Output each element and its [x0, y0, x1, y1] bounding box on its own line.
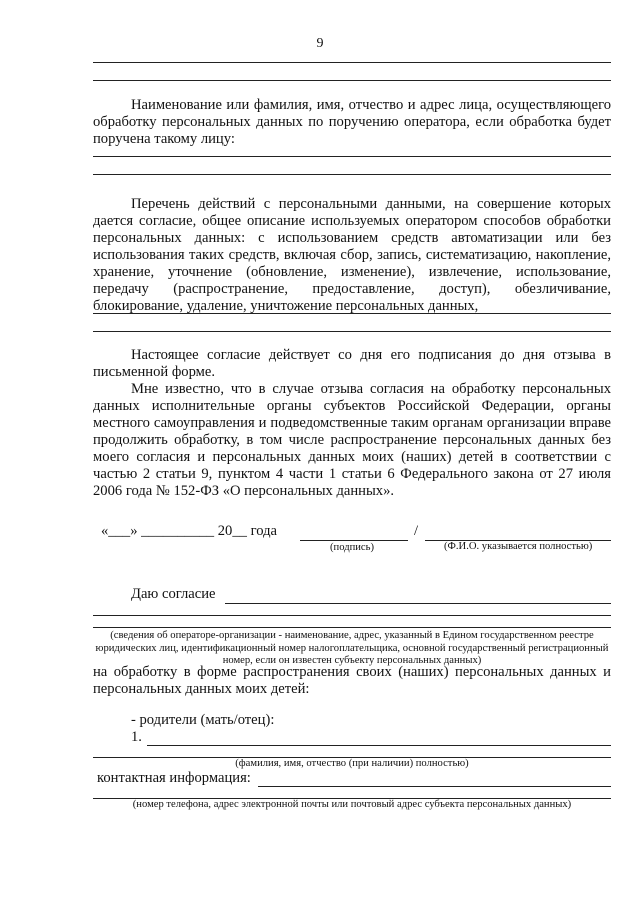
blank-line[interactable] — [93, 62, 611, 63]
consent-line[interactable] — [225, 603, 611, 604]
contact-caption: (номер телефона, адрес электронной почты или почтовый адрес субъекта персональных данных) — [132, 799, 572, 810]
signature-caption: (подпись) — [330, 542, 374, 553]
item-number: 1. — [131, 729, 142, 745]
operator-caption: (сведения об операторе-организации - наименование, адрес, указанный в Едином государственном реестре юридических лиц, идентификационный номер налогоплательщика, основной государственный регистрационный номер, если он известен субъекту персональных данных) — [95, 630, 609, 666]
contact-label: контактная информация: — [97, 770, 251, 786]
blank-line[interactable] — [93, 174, 611, 175]
signature-line[interactable] — [300, 540, 408, 541]
actions-paragraph: Перечень действий с персональными данными, на совершение которых дается согласие, общее описание используемых оператором способов обработки персональных данных: с использованием средств автоматизации или без использования таких средств, включая сбор, запись, систематизацию, накопление, хранение, уточнение (обновление, изменение), извлечение, использование, передачу (распространение, предоставление, доступ), обезличивание, блокирование, удаление, уничтожение персональных данных, — [93, 196, 611, 314]
contact-line[interactable] — [258, 786, 611, 787]
processing-text: на обработку в форме распространения своих (наших) персональных данных и персональных данных моих детей: — [93, 664, 611, 697]
consent-line-2[interactable] — [93, 615, 611, 616]
withdrawal-paragraph: Мне известно, что в случае отзыва согласия на обработку персональных данных исполнительные органы субъектов Российской Федерации, органы местного самоуправления и подведомственные таким органам организации вправе продолжить обработку, в том числе распространение персональных данных без моего согласия и персональных данных моих (наших) детей в соответствии с частью 2 статьи 9, пунктом 4 части 1 статьи 6 Федерального закона от 27 июля 2006 года № 152-ФЗ «О персональных данных». — [93, 381, 611, 499]
validity-paragraph: Настоящее согласие действует со дня его подписания до дня отзыва в письменной форме. — [93, 347, 611, 380]
blank-line[interactable] — [93, 331, 611, 332]
parent-fio-caption: (фамилия, имя, отчество (при наличии) полностью) — [235, 758, 469, 769]
blank-line[interactable] — [93, 80, 611, 81]
blank-line[interactable] — [93, 156, 611, 157]
date-field[interactable]: «___» __________ 20__ года — [101, 523, 277, 539]
blank-line[interactable] — [93, 313, 611, 314]
consent-line-3[interactable] — [93, 627, 611, 628]
parent-name-line[interactable] — [147, 745, 611, 746]
consent-label: Даю согласие — [131, 586, 216, 602]
fio-caption: (Ф.И.О. указывается полностью) — [444, 541, 593, 552]
parents-label: - родители (мать/отец): — [131, 712, 275, 728]
processor-paragraph: Наименование или фамилия, имя, отчество и адрес лица, осуществляющего обработку персональных данных по поручению оператора, если обработка будет поручена такому лицу: — [93, 97, 611, 147]
signature-separator: / — [414, 523, 419, 539]
page-number: 9 — [316, 36, 324, 51]
